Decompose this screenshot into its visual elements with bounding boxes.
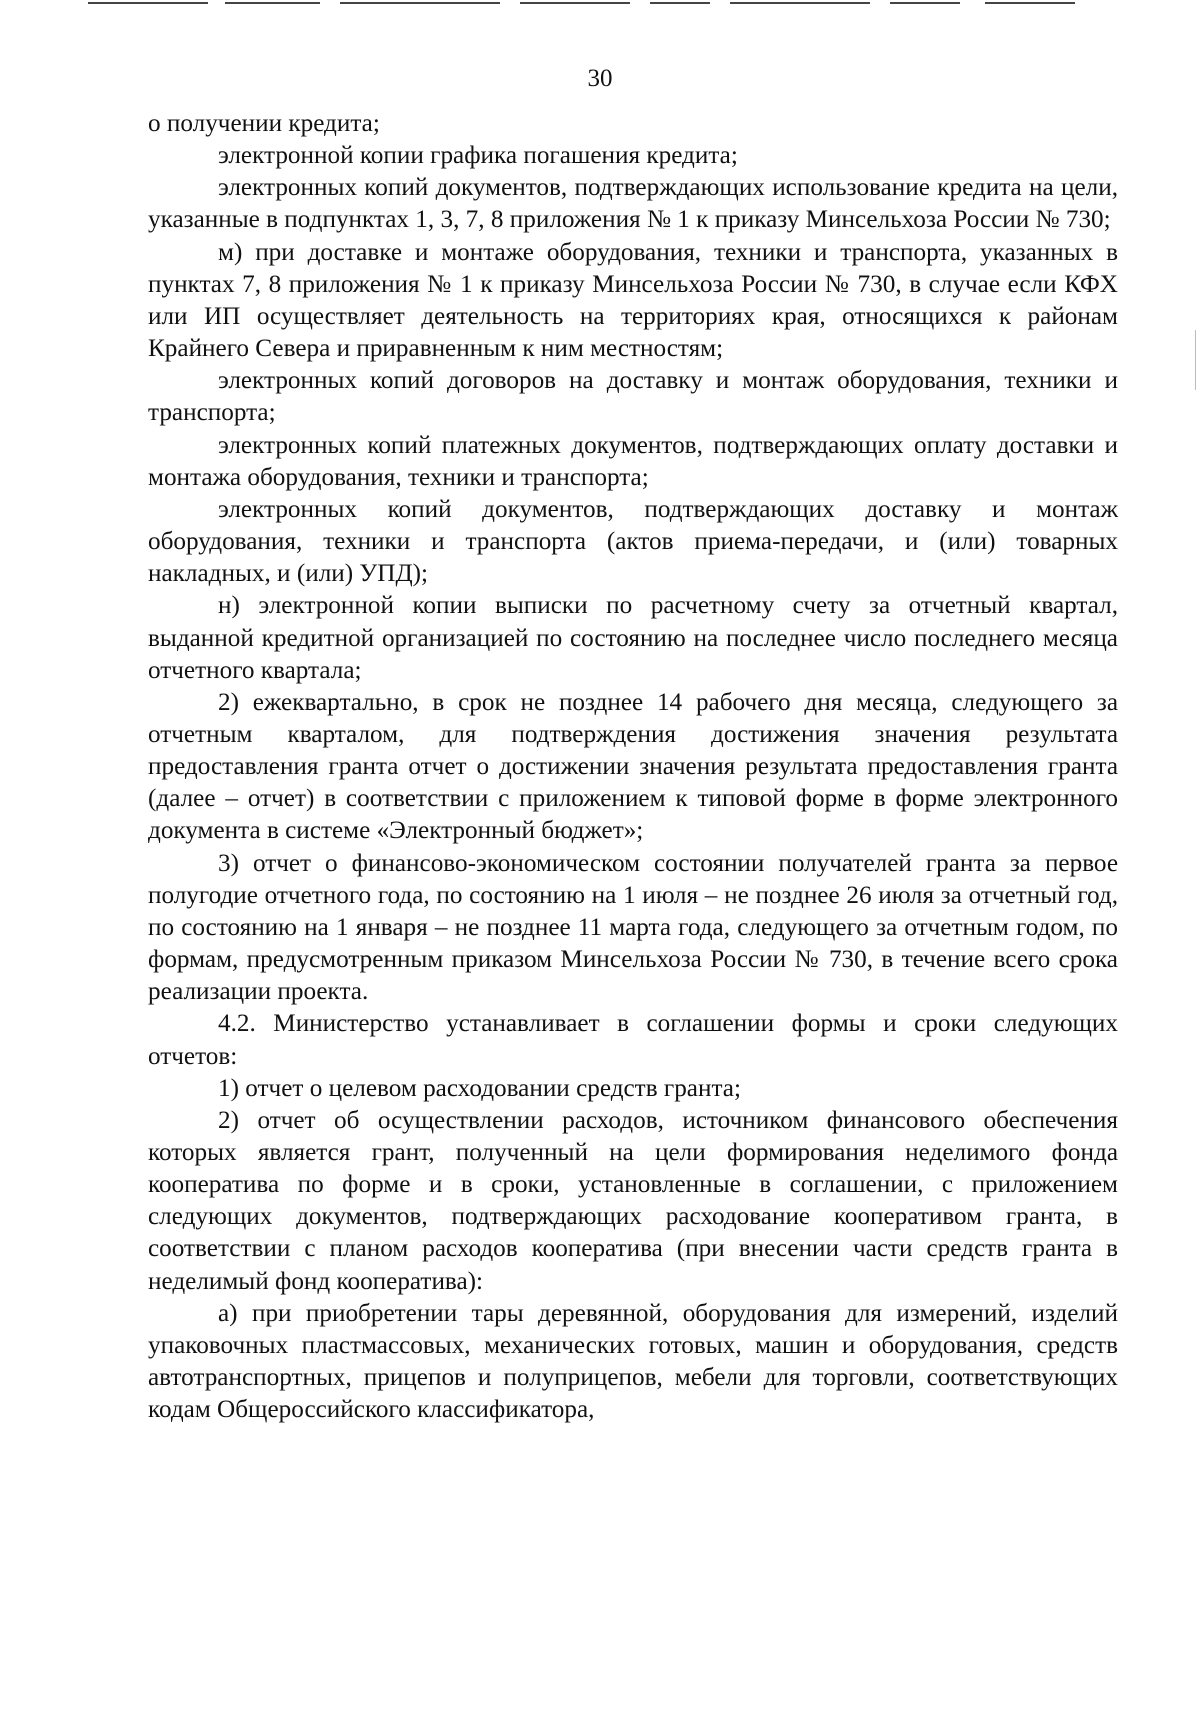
- paragraph: электронных копий документов, подтверждающих доставку и монтаж оборудования, техники и транспорта (актов приема-передачи, и (или) товарных накладных, и (или) УПД);: [148, 495, 1118, 588]
- document-body: [148, 108, 1118, 1426]
- paragraph: 4.2. Министерство устанавливает в соглашении формы и сроки следующих отчетов:: [148, 1010, 1118, 1070]
- paragraph: электронных копий договоров на доставку и монтаж оборудования, техники и транспорта;: [148, 367, 1118, 427]
- paragraph: электронной копии графика погашения кредита;: [218, 142, 738, 170]
- paragraph: 2) ежеквартально, в срок не позднее 14 рабочего дня месяца, следующего за отчетным кварталом, для подтверждения достижения значения результата предоставления гранта отчет о достижении значения результата предоставления гранта (далее – отчет) в соответствии с приложением к типовой форме в форме электронного документа в системе «Электронный бюджет»;: [148, 688, 1118, 845]
- paragraph: м) при доставке и монтаже оборудования, техники и транспорта, указанных в пунктах 7, 8 приложения № 1 к приказу Минсельхоза России № 730, в случае если КФХ или ИП осуществляет деятельность на территориях края, относящихся к районам Крайнего Севера и приравненным к ним местностям;: [148, 238, 1118, 363]
- paragraph: 3) отчет о финансово-экономическом состоянии получателей гранта за первое полугодие отчетного года, по состоянию на 1 июля – не позднее 26 июля за отчетный год, по состоянию на 1 января – не позднее 11 марта года, следующего за отчетным годом, по формам, предусмотренным приказом Минсельхоза России № 730, в течение всего срока реализации проекта.: [148, 849, 1118, 1006]
- page-number: 30: [587, 65, 613, 92]
- scan-margin-mark: [1195, 330, 1196, 390]
- paragraph: электронных копий платежных документов, подтверждающих оплату доставки и монтажа оборудования, техники и транспорта;: [148, 431, 1118, 491]
- paragraph: н) электронной копии выписки по расчетному счету за отчетный квартал, выданной кредитной организацией по состоянию на последнее число последнего месяца отчетного квартала;: [148, 592, 1118, 684]
- paragraph: о получении кредита;: [148, 110, 380, 137]
- paragraph: электронных копий документов, подтверждающих использование кредита на цели, указанные в подпунктах 1, 3, 7, 8 приложения № 1 к приказу Минсельхоза России № 730;: [148, 174, 1118, 234]
- paragraph: 2) отчет об осуществлении расходов, источником финансового обеспечения которых является грант, полученный на цели формирования неделимого фонда кооператива по форме и в сроки, установленные в соглашении, с приложением следующих документов, подтверждающих расходование кооперативом гранта, в соответствии с планом расходов кооператива (при внесении части средств гранта в неделимый фонд кооператива):: [148, 1106, 1118, 1295]
- scan-edge-artifact: [0, 0, 1200, 10]
- paragraph: а) при приобретении тары деревянной, оборудования для измерений, изделий упаковочных пластмассовых, механических готовых, машин и оборудования, средств автотранспортных, прицепов и полуприцепов, мебели для торговли, соответствующих кодам Общероссийского классификатора,: [148, 1299, 1118, 1424]
- paragraph: 1) отчет о целевом расходовании средств гранта;: [218, 1074, 741, 1102]
